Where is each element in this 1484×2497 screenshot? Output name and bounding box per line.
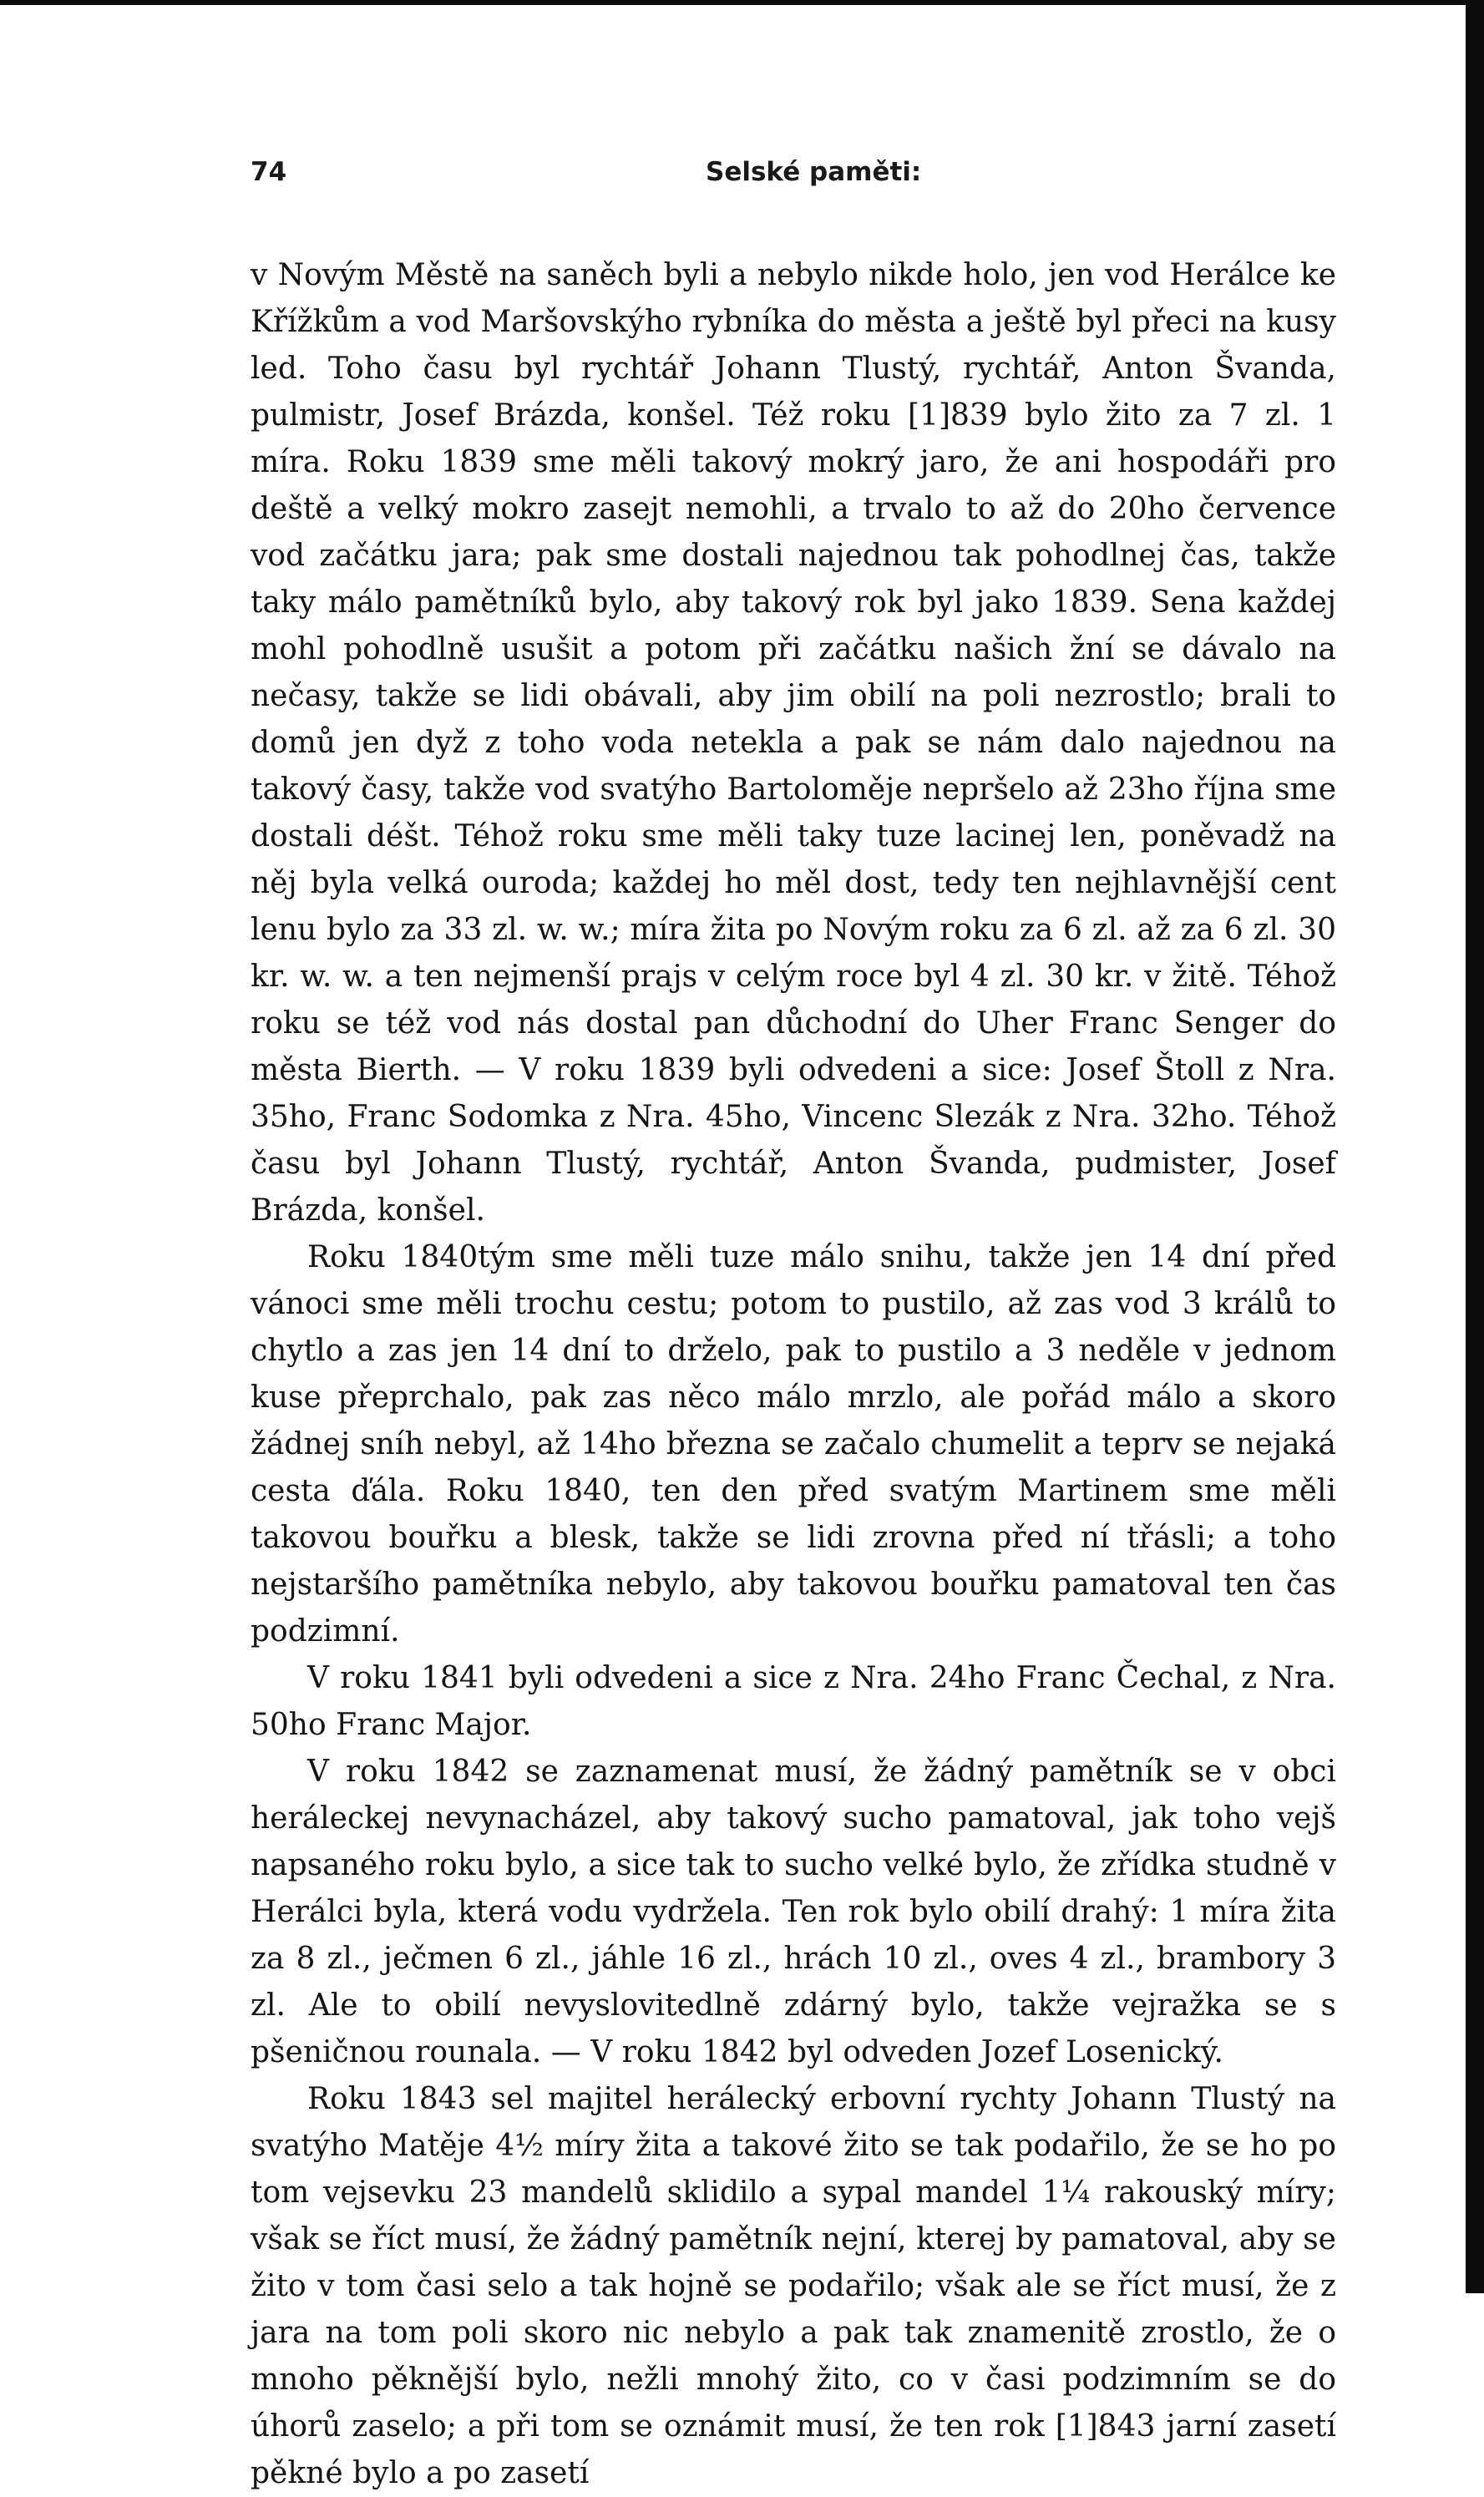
book-page <box>251 157 1336 2497</box>
scan-edge-right <box>1466 0 1484 2293</box>
body-text <box>251 252 1336 2497</box>
running-head <box>251 157 1336 207</box>
paragraph: Roku 1840tým sme měli tuze málo snihu, takže jen 14 dní před vánoci sme měli trochu cestu; potom to pustilo, až zas vod 3 králů to chytlo a zas jen 14 dní to drželo, pak to pustilo a 3 neděle v jednom kuse přeprchalo, pak zas něco málo mrzlo, ale pořád málo a skoro žádnej sníh nebyl, až 14ho března se začalo chumelit a teprv se nejaká cesta ďála. Roku 1840, ten den před svatým Martinem sme měli takovou bouřku a blesk, takže se lidi zrovna před ní třásli; a toho nejstaršího pamětníka nebylo, aby takovou bouřku pamatoval ten čas podzimní. <box>251 1240 1336 1649</box>
running-title: Selské paměti: <box>706 157 922 187</box>
paragraph: V roku 1842 se zaznamenat musí, že žádný pamětník se v obci heráleckej nevynacházel, aby takový sucho pamatoval, jak toho vejš napsaného roku bylo, a sice tak to sucho velké bylo, že zřídka studně v Herálci byla, která vodu vydržela. Ten rok bylo obilí drahý: 1 míra žita za 8 zl., ječmen 6 zl., jáhle 16 zl., hrách 10 zl., oves 4 zl., brambory 3 zl. Ale to obilí nevyslovitedlně zdárný bylo, takže vejražka se s pšeničnou rounala. — V roku 1842 byl odveden Jozef Losenický. <box>251 1755 1336 2069</box>
scan-edge-top <box>0 0 1484 5</box>
paragraph: v Novým Městě na saněch byli a nebylo nikde holo, jen vod Herálce ke Křížkům a vod Maršovskýho rybníka do města a ještě byl přeci na kusy led. Toho času byl rychtář Johann Tlustý, rychtář, Anton Švanda, pulmistr, Josef Brázda, konšel. Též roku [1]839 bylo žito za 7 zl. 1 míra. Roku 1839 sme měli takový mokrý jaro, že ani hospodáři pro deště a velký mokro zasejt nemohli, a trvalo to až do 20ho července vod začátku jara; pak sme dostali najednou tak pohodlnej čas, takže taky málo pamětníků bylo, aby takový rok byl jako 1839. Sena každej mohl pohodlně usušit a potom při začátku našich žní se dávalo na nečasy, takže se lidi obávali, aby jim obilí na poli nezrostlo; brali to domů jen dyž z toho voda netekla a pak se nám dalo najednou na takový časy, takže vod svatýho Bartoloměje nepršelo až 23ho října sme dostali déšt. Téhož roku sme měli taky tuze lacinej len, poněvadž na něj byla velká ouroda; každej ho měl dost, tedy ten nejhlavnější cent lenu bylo za 33 zl. w. w.; míra žita po Novým roku za 6 zl. až za 6 zl. 30 kr. w. w. a ten nejmenší prajs v celým roce byl 4 zl. 30 kr. v žitě. Téhož roku se též vod nás dostal pan důchodní do Uher Franc Senger do města Bierth. — V roku 1839 byli odvedeni a sice: Josef Štoll z Nra. 35ho, Franc Sodomka z Nra. 45ho, Vincenc Slezák z Nra. 32ho. Téhož času byl Johann Tlustý, rychtář, Anton Švanda, pudmister, Josef Brázda, konšel. <box>251 258 1336 1228</box>
paragraph: V roku 1841 byli odvedeni a sice z Nra. 24ho Franc Čechal, z Nra. 50ho Franc Major. <box>251 1661 1336 1742</box>
page-number: 74 <box>251 157 287 187</box>
paragraph: Roku 1843 sel majitel herálecký erbovní rychty Johann Tlustý na svatýho Matěje 4½ míry žita a takové žito se tak podařilo, že se ho po tom vejsevku 23 mandelů sklidilo a sypal mandel 1¼ rakouský míry; však se říct musí, že žádný pamětník nejní, kterej by pamatoval, aby se žito v tom časi selo a tak hojně se podařilo; však ale se říct musí, že z jara na tom poli skoro nic nebylo a pak tak znamenitě zrostlo, že o mnoho pěknější bylo, nežli mnohý žito, co v časi podzimním se do úhorů zaselo; a při tom se oznámit musí, že ten rok [1]843 jarní zasetí pěkné bylo a po zasetí <box>251 2082 1336 2490</box>
